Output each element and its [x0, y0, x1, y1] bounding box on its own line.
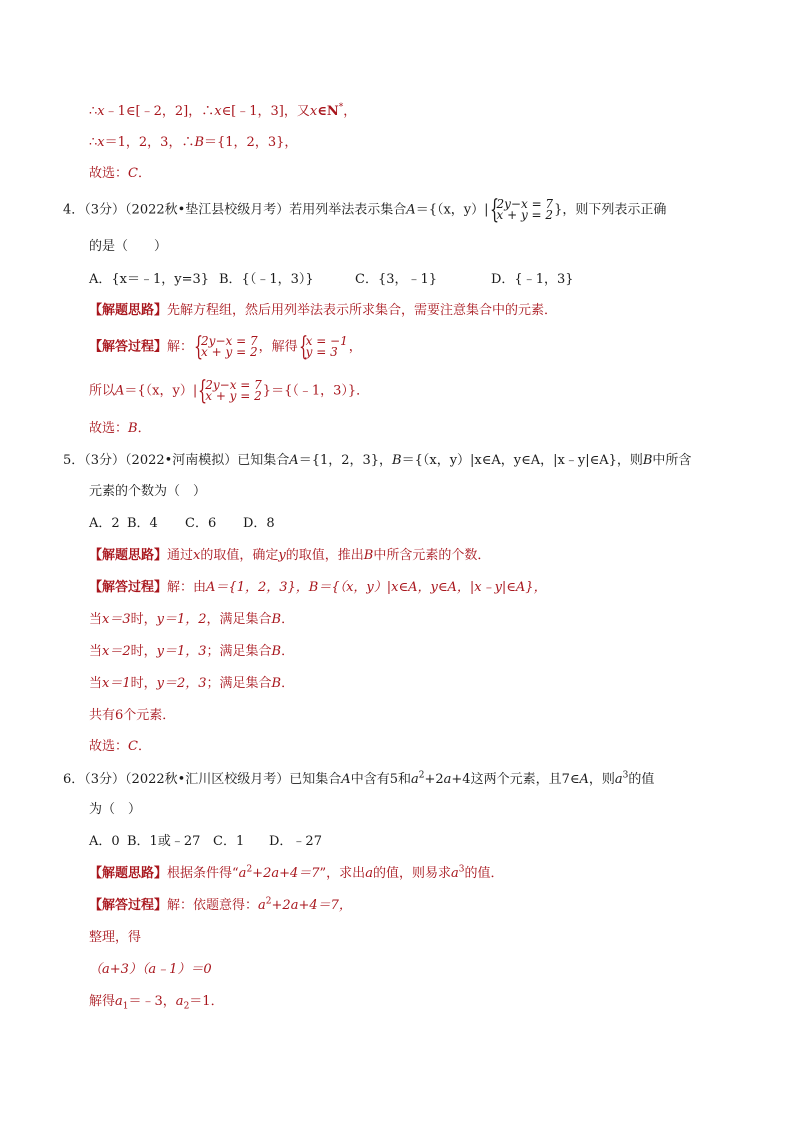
- question-6-stem-cont: [89, 800, 141, 820]
- variable: y: [278, 548, 286, 563]
- text-span: +4这两个元素，且7∈: [451, 772, 580, 787]
- text-span: }，则下列表示正确: [554, 202, 667, 218]
- hint-line: [89, 301, 557, 321]
- variable: B: [271, 612, 282, 627]
- variable: a: [410, 772, 419, 787]
- variable: B: [194, 135, 205, 150]
- text-span: 个元素．: [123, 708, 176, 723]
- text-span: ＝{（x，y）|x∈A，y∈A，|x﹣y|∈A}，则: [401, 453, 643, 468]
- text-span: ∈N: [317, 104, 339, 119]
- equation-row: 2y−x = 7: [496, 197, 554, 211]
- process-line: [89, 928, 141, 948]
- text-span: 中含有5和: [350, 772, 411, 787]
- count-value: 6: [115, 708, 124, 723]
- text-span: 共有: [89, 708, 116, 723]
- text-span: 解：依题意得：: [167, 898, 259, 913]
- process-line: [89, 960, 212, 980]
- text-span: 解：由: [167, 580, 207, 595]
- superscript: 2: [418, 770, 425, 781]
- superscript: *: [338, 102, 344, 113]
- variable: a: [175, 994, 184, 1009]
- math-expression: y＝2，3: [156, 676, 207, 691]
- text-span: ＝﹣3，: [128, 994, 176, 1009]
- process-tag: 【解答过程】: [89, 339, 168, 355]
- text-span: ＝1．: [189, 994, 224, 1009]
- answer-letter: B: [128, 421, 138, 436]
- text-span: 当: [89, 612, 103, 627]
- option-d: D．﹣27: [269, 834, 322, 849]
- text-span: +2: [424, 772, 444, 787]
- option-b: B．{（﹣1，3）}: [219, 272, 314, 287]
- math-expression: x＝2: [102, 644, 131, 659]
- text-span: ；满足集合: [206, 644, 272, 659]
- text-span: 整理，得: [89, 930, 142, 945]
- option-d: D．{﹣1，3}: [491, 272, 574, 287]
- answer-letter: C: [128, 739, 138, 754]
- math-expression: +2a+4＝7，: [271, 898, 352, 913]
- text-span: }＝{（﹣1，3）}．: [262, 383, 370, 399]
- text-span: 中所含元素的个数．: [373, 548, 491, 563]
- process-tag: 【解答过程】: [89, 580, 168, 595]
- text-span: ．: [137, 739, 151, 754]
- case-line: [89, 642, 294, 662]
- equation-row: x = −1: [305, 334, 348, 348]
- text-span: 的是（ ）: [89, 239, 168, 254]
- text-span: ∈[﹣1，3]，又: [221, 104, 310, 119]
- question-number-source: 6．（3分）（2022秋•汇川区校级月考）已知集合: [63, 772, 342, 787]
- text-span: ∴: [89, 135, 98, 150]
- text-span: ，满足集合: [206, 612, 272, 627]
- variable: B: [363, 548, 374, 563]
- text-span: 故选：: [89, 166, 129, 181]
- text-span: 解得: [89, 994, 116, 1009]
- text-span: ．: [281, 612, 295, 627]
- equation-row: y = 3: [305, 345, 338, 359]
- math-expression: y＝1，3: [156, 644, 207, 659]
- solution-line: [89, 133, 297, 153]
- math-expression: y＝1，2: [156, 612, 207, 627]
- equation-row: x + y = 2: [496, 208, 554, 222]
- text-span: ，则: [588, 772, 615, 787]
- hint-tag: 【解题思路】: [89, 548, 168, 563]
- text-span: ，解得: [258, 339, 298, 355]
- text-span: 的值．: [464, 866, 504, 881]
- equation-row: 2y−x = 7: [201, 334, 258, 348]
- text-span: 的取值，推出: [285, 548, 364, 563]
- process-line: [89, 578, 547, 598]
- text-span: ．: [281, 676, 295, 691]
- process-line: [89, 992, 224, 1012]
- variable: a: [115, 994, 123, 1009]
- answer-line: [89, 419, 151, 439]
- text-span: ＝{1，2，3}，: [204, 135, 298, 150]
- question-4-stem-cont: [89, 237, 167, 257]
- text-span: 当: [89, 676, 103, 691]
- equation-system: { 2y−x = 7 x + y = 2: [194, 332, 258, 362]
- text-span: 解：: [167, 339, 194, 355]
- text-span: 时，: [130, 644, 157, 659]
- question-5-options: [89, 514, 275, 534]
- case-line: [89, 610, 294, 630]
- option-a: A．{x＝﹣1，y=3}: [89, 272, 210, 287]
- option-c: C．6: [185, 516, 217, 531]
- question-5-stem: [63, 451, 691, 471]
- variable: A: [289, 453, 299, 468]
- text-span: 时，: [130, 676, 157, 691]
- variable: x: [309, 104, 318, 119]
- math-expression: x＝3: [102, 612, 131, 627]
- superscript: 2: [265, 896, 272, 907]
- process-line: [89, 376, 370, 406]
- equation-row: 2y−x = 7: [205, 378, 262, 392]
- text-span: 的值: [628, 772, 655, 787]
- text-span: ．: [137, 166, 151, 181]
- question-6-options: [89, 832, 322, 852]
- text-span: 的取值，确定: [200, 548, 279, 563]
- text-span: 元素的个数为（ ）: [89, 484, 207, 499]
- hint-tag: 【解题思路】: [89, 866, 168, 881]
- variable: B: [271, 676, 282, 691]
- text-span: ”，求出: [319, 866, 366, 881]
- text-span: ．: [281, 644, 295, 659]
- answer-line: [89, 164, 151, 184]
- text-span: 通过: [167, 548, 194, 563]
- text-span: 故选：: [89, 739, 129, 754]
- equation-system: { 2y−x = 7 x + y = 2: [198, 376, 262, 406]
- variable: a: [258, 898, 266, 913]
- option-a: A．0: [89, 834, 120, 849]
- text-span: ∴: [89, 104, 98, 119]
- process-line: [89, 332, 362, 362]
- hint-text: 先解方程组，然后用列举法表示所求集合，需要注意集合中的元素．: [167, 303, 558, 318]
- variable: A: [115, 383, 125, 399]
- superscript: 3: [622, 770, 629, 781]
- variable: B: [392, 453, 402, 468]
- question-5-stem-cont: [89, 482, 206, 502]
- variable: B: [271, 644, 282, 659]
- text-span: ＝{（x，y）|: [124, 383, 198, 399]
- answer-letter: C: [128, 166, 138, 181]
- variable: x: [193, 548, 201, 563]
- option-b: B．1或﹣27: [127, 834, 201, 849]
- text-span: 中所含: [652, 453, 692, 468]
- subscript: 2: [183, 1001, 190, 1012]
- hint-line: [89, 864, 503, 884]
- math-expression: （a+3）（a﹣1）＝0: [89, 962, 212, 977]
- variable: A: [341, 772, 351, 787]
- case-line: [89, 674, 294, 694]
- text-span: ，: [348, 339, 362, 355]
- text-span: ＝{1，2，3}，: [298, 453, 393, 468]
- text-span: ＝1，2，3，∴: [104, 135, 195, 150]
- process-line: [89, 896, 352, 916]
- question-4-stem: [63, 195, 667, 225]
- equation-system: { x = −1 y = 3: [298, 332, 348, 362]
- variable: a: [450, 866, 459, 881]
- equation-row: x + y = 2: [205, 389, 262, 403]
- math-expression: +2a+4＝7: [252, 866, 320, 881]
- text-span: ﹣1∈[﹣2，2]，∴: [104, 104, 215, 119]
- text-span: 为（ ）: [89, 802, 142, 817]
- superscript: 3: [458, 864, 465, 875]
- option-c: C．{3，﹣1}: [355, 272, 438, 287]
- equation-row: x + y = 2: [201, 345, 258, 359]
- text-span: 故选：: [89, 421, 129, 436]
- option-b: B．4: [127, 516, 158, 531]
- variable: B: [642, 453, 653, 468]
- process-tag: 【解答过程】: [89, 898, 168, 913]
- option-a: A．2: [89, 516, 120, 531]
- variable: x: [214, 104, 222, 119]
- question-6-stem: [63, 770, 654, 790]
- math-expression: A＝{1，2，3}，B＝{（x，y）|x∈A，y∈A，|x﹣y|∈A}，: [206, 580, 547, 595]
- question-number-source: 5．（3分）（2022•河南模拟）已知集合: [63, 453, 290, 468]
- option-d: D．8: [243, 516, 275, 531]
- text-span: 的值，则易求: [372, 866, 451, 881]
- variable: a: [614, 772, 623, 787]
- subscript: 1: [122, 1001, 129, 1012]
- solution-line: [89, 102, 356, 122]
- variable: x: [97, 104, 105, 119]
- question-4-options: [89, 270, 574, 290]
- variable: a: [443, 772, 452, 787]
- question-number-source: 4．（3分）（2022秋•垫江县校级月考）若用列举法表示集合: [63, 202, 407, 218]
- text-span: ，: [343, 104, 357, 119]
- superscript: 2: [246, 864, 253, 875]
- variable: A: [406, 202, 416, 218]
- text-span: ＝{（x，y）|: [415, 202, 489, 218]
- answer-line: [89, 737, 151, 757]
- text-span: 当: [89, 644, 103, 659]
- text-span: 所以: [89, 383, 116, 399]
- variable: a: [238, 866, 247, 881]
- text-span: ；满足集合: [206, 676, 272, 691]
- hint-line: [89, 546, 490, 566]
- math-expression: x＝1: [102, 676, 131, 691]
- hint-tag: 【解题思路】: [89, 303, 168, 318]
- text-span: 根据条件得“: [167, 866, 239, 881]
- text-span: ．: [137, 421, 151, 436]
- option-c: C．1: [213, 834, 245, 849]
- text-span: 时，: [130, 612, 157, 627]
- total-line: [89, 706, 175, 726]
- variable: a: [365, 866, 373, 881]
- variable: A: [579, 772, 589, 787]
- variable: x: [97, 135, 105, 150]
- equation-system: { 2y−x = 7 x + y = 2: [489, 195, 554, 225]
